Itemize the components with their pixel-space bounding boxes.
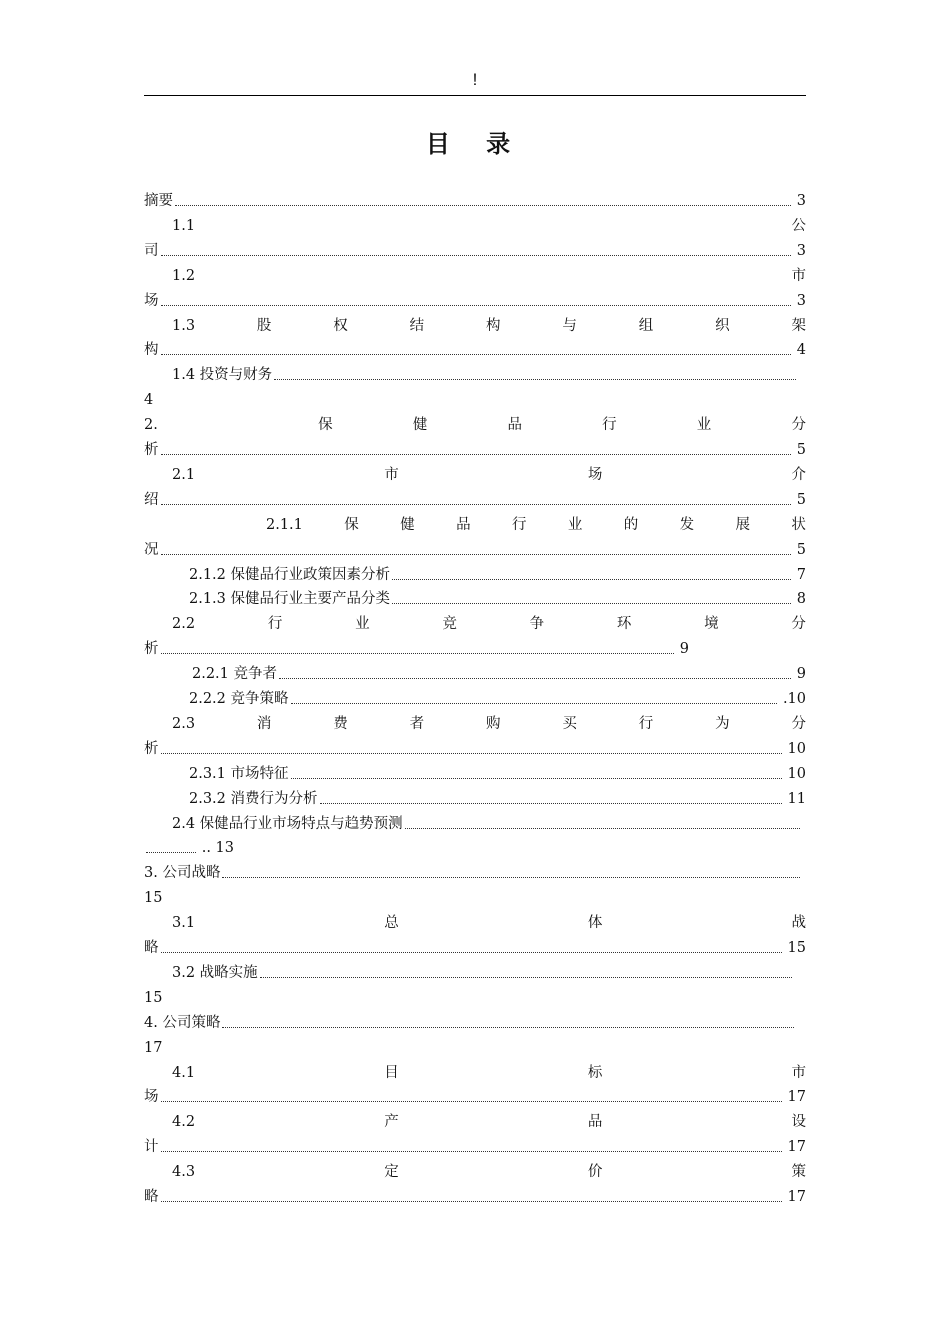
dot-leader (291, 778, 782, 779)
toc-entry-char: 标 (587, 1064, 603, 1081)
dot-leader (260, 977, 792, 978)
toc-entry-char: 总 (384, 915, 399, 932)
toc-entry-2-2-2[interactable] (189, 688, 806, 710)
dot-leader (161, 653, 674, 654)
toc-entry-2-1-line2[interactable] (144, 489, 806, 511)
toc-entry-char: 构 (486, 317, 501, 334)
toc-entry-char: 体 (587, 915, 603, 932)
dot-leader (392, 603, 791, 604)
toc-entry-number: 2.2 (172, 616, 196, 633)
toc-entry-title: 绍 (144, 491, 159, 508)
toc-entry-char: 消 (256, 715, 272, 732)
toc-page-number: 3 (796, 292, 806, 309)
toc-entry-number: 2. (144, 417, 158, 434)
dot-leader (161, 1101, 782, 1102)
toc-page-number: 17 (144, 1039, 163, 1056)
toc-entry-number: 2.1.1 (266, 516, 303, 533)
toc-page-number: 8 (796, 591, 806, 608)
toc-entry-char: 股 (256, 317, 272, 334)
toc-entry-char: 行 (511, 516, 527, 533)
toc-entry-1-1-line2[interactable] (144, 240, 806, 262)
dot-leader (320, 803, 782, 804)
toc-entry-char: 权 (333, 317, 348, 334)
dot-leader (161, 753, 782, 754)
toc-entry-4-line1[interactable] (144, 1012, 800, 1034)
toc-entry-2-1-1-line2[interactable] (144, 539, 806, 561)
toc-entry-char: 架 (791, 317, 806, 334)
toc-entry-3-1-line2[interactable] (144, 937, 806, 959)
toc-entry-title: 略 (144, 1189, 159, 1205)
toc-entry-title: 2.2.2 竞争策略 (189, 691, 289, 707)
toc-entry-char: 策 (791, 1164, 806, 1181)
toc-entry-title: 构 (144, 342, 159, 359)
toc-entry-title: 析 (144, 740, 159, 757)
toc-page-number: 3 (796, 242, 806, 259)
toc-entry-1-2-line2[interactable] (144, 290, 806, 312)
toc-entry-title: 场 (144, 292, 159, 309)
toc-entry-number: 4.3 (172, 1164, 196, 1181)
toc-entry-title: 场 (144, 1089, 159, 1106)
dot-leader (161, 354, 791, 355)
toc-entry-char: 目 (384, 1064, 399, 1081)
toc-page-number: 15 (144, 890, 163, 907)
toc-entry-char: 展 (735, 516, 751, 533)
toc-entry-2-2-line1[interactable] (172, 613, 806, 635)
toc-entry-title: 析 (144, 641, 159, 658)
toc-entry-1-3-line1[interactable] (172, 315, 806, 337)
toc-page-number: 3 (796, 193, 806, 209)
toc-page-number: 17 (787, 1089, 806, 1106)
toc-entry-title: 1.4 投资与财务 (172, 367, 273, 384)
toc-entry-title: 计 (144, 1139, 159, 1156)
toc-page-number: 11 (787, 790, 806, 807)
toc-entry-char: 组 (638, 317, 654, 334)
toc-entry-number: 3.1 (172, 915, 196, 932)
toc-entry-char: 市 (384, 466, 399, 483)
toc-entry-char: 分 (791, 616, 806, 633)
toc-entry-title: 2.1.2 保健品行业政策因素分析 (189, 566, 391, 583)
toc-entry-title: 2.3.2 消费行为分析 (189, 790, 318, 807)
toc-entry-title: 2.3.1 市场特征 (189, 765, 289, 782)
toc-entry-3-2-line1[interactable] (172, 962, 798, 984)
toc-entry-char: 行 (267, 616, 283, 633)
toc-entry-title: 摘要 (144, 193, 173, 209)
toc-entry-char: 定 (384, 1164, 399, 1181)
toc-entry-2-line2[interactable] (144, 439, 806, 461)
toc-entry-char: 市 (791, 267, 806, 284)
toc-page-number: 9 (796, 666, 806, 683)
toc-page-number: 15 (144, 989, 163, 1006)
toc-entry-char: 境 (704, 616, 719, 633)
toc-entry-number: 1.2 (172, 267, 196, 284)
toc-entry-char: 者 (409, 715, 425, 732)
dot-leader (291, 703, 777, 704)
toc-entry-title: 4. 公司策略 (144, 1014, 221, 1031)
toc-entry-title: 2.2.1 竞争者 (192, 666, 278, 683)
toc-page-number: 4 (144, 392, 154, 409)
toc-entry-title: 略 (144, 940, 159, 956)
dot-leader (161, 454, 791, 455)
toc-page-number: .10 (782, 691, 806, 707)
toc-entry-2-4-line1[interactable] (172, 813, 806, 835)
toc-entry-char: 为 (715, 715, 730, 732)
toc-entry-char: 织 (715, 317, 730, 334)
toc-page-number: 5 (796, 442, 806, 458)
dot-leader (161, 1201, 782, 1202)
toc-entry-2-3-1[interactable] (189, 763, 806, 785)
dot-leader (161, 504, 791, 505)
toc-entry-char: 公 (791, 217, 806, 234)
toc-entry-abstract[interactable] (144, 190, 806, 212)
toc-entry-char: 买 (562, 715, 577, 732)
toc-entry-char: 争 (529, 616, 545, 633)
toc-page-number: 17 (787, 1189, 806, 1205)
toc-entry-char: 价 (587, 1164, 603, 1181)
toc-page-number: 9 (679, 641, 689, 658)
toc-page-number: 15 (787, 940, 806, 956)
toc-page-number: 10 (787, 765, 806, 782)
toc-entry-4-3-line2[interactable] (144, 1186, 806, 1208)
toc-page-number: 17 (787, 1139, 806, 1156)
toc-entry-2-4-line2[interactable] (144, 837, 234, 859)
toc-entry-number: 4.1 (172, 1064, 196, 1081)
page-header-mark: ! (472, 70, 478, 89)
toc-entry-char: 业 (355, 616, 370, 633)
toc-entry-number: 1.1 (172, 217, 196, 234)
page-title: 目 录 (425, 130, 525, 158)
toc-entry-4-2-line2[interactable] (144, 1136, 806, 1158)
toc-entry-2-2-1[interactable] (192, 663, 806, 685)
toc-entry-1-4-line1[interactable] (172, 364, 802, 386)
toc-entry-char: 状 (791, 516, 806, 533)
dot-leader (175, 205, 791, 206)
toc-entry-char: 环 (616, 616, 632, 633)
toc-entry-char: 战 (791, 915, 806, 932)
toc-entry-title: 司 (144, 242, 159, 259)
dot-leader (146, 852, 196, 853)
toc-entry-char: 行 (638, 715, 654, 732)
toc-entry-title: 2.4 保健品行业市场特点与趋势预测 (172, 815, 403, 832)
toc-entry-char: 业 (567, 516, 583, 533)
dot-leader (274, 379, 796, 380)
toc-entry-char: 行 (602, 417, 617, 434)
dot-leader (161, 1151, 782, 1152)
toc-entry-char: 分 (791, 417, 806, 434)
toc-entry-char: 业 (696, 417, 712, 434)
toc-page-number: 10 (787, 740, 806, 757)
toc-entry-number: 2.1 (172, 466, 196, 483)
toc-entry-char: 费 (333, 715, 348, 732)
header-rule (144, 95, 806, 96)
toc-entry-char: 市 (791, 1064, 806, 1081)
dot-leader (222, 1027, 794, 1028)
toc-entry-char: 发 (679, 516, 695, 533)
dot-leader (405, 828, 800, 829)
toc-entry-char: 与 (562, 317, 577, 334)
toc-entry-char: 产 (384, 1114, 399, 1131)
toc-entry-4-1-line2[interactable] (144, 1086, 806, 1108)
toc-entry-2-1-3[interactable] (189, 588, 806, 610)
toc-entry-char: 健 (412, 417, 428, 434)
toc-entry-char: 购 (486, 715, 501, 732)
toc-entry-char: 竞 (442, 616, 457, 633)
toc-entry-1-2-line1[interactable] (172, 265, 806, 287)
toc-entry-2-3-2[interactable] (189, 788, 806, 810)
toc-entry-char: 分 (791, 715, 806, 732)
toc-entry-title: 况 (144, 541, 159, 558)
toc-entry-char: 保 (318, 417, 333, 434)
toc-entry-4-1-line1[interactable] (172, 1062, 806, 1084)
dot-leader (161, 554, 791, 555)
toc-entry-2-2-line2[interactable] (144, 638, 689, 660)
toc-entry-3-line2[interactable] (144, 887, 162, 909)
toc-entry-char: 品 (507, 417, 522, 434)
toc-entry-title: 3.2 战略实施 (172, 964, 258, 981)
toc-entry-char: 健 (400, 516, 415, 533)
dot-leader (161, 255, 791, 256)
toc-entry-2-line1[interactable] (144, 414, 806, 436)
toc-page-number: 5 (796, 491, 806, 508)
toc-entry-title: 2.1.3 保健品行业主要产品分类 (189, 591, 391, 608)
toc-entry-title: 3. 公司战略 (144, 865, 221, 882)
toc-entry-2-3-line2[interactable] (144, 738, 806, 760)
toc-entry-3-1-line1[interactable] (172, 912, 806, 934)
toc-entry-title: 析 (144, 442, 159, 458)
toc-entry-char: 结 (409, 317, 425, 334)
toc-entry-3-2-line2[interactable] (144, 987, 162, 1009)
toc-entry-number: 1.3 (172, 317, 196, 334)
toc-page-number: 4 (796, 342, 806, 359)
toc-entry-2-1-1-line1[interactable] (266, 514, 806, 536)
dot-leader (222, 877, 800, 878)
toc-entry-2-1-2[interactable] (189, 564, 806, 586)
toc-page-number: 5 (796, 541, 806, 558)
toc-entry-1-1-line1[interactable] (172, 215, 806, 237)
toc-entry-char: 介 (791, 466, 806, 483)
toc-entry-char: 设 (791, 1114, 806, 1131)
dot-leader (279, 678, 791, 679)
toc-page-number: .. 13 (201, 840, 234, 857)
toc-entry-char: 场 (587, 466, 603, 483)
toc-entry-3-line1[interactable] (144, 862, 806, 884)
toc-entry-number: 2.3 (172, 715, 196, 732)
toc-entry-char: 品 (456, 516, 471, 533)
toc-entry-4-line2[interactable] (144, 1037, 162, 1059)
toc-page-number: 7 (796, 566, 806, 583)
toc-entry-4-3-line1[interactable] (172, 1161, 806, 1183)
toc-entry-char: 的 (623, 516, 639, 533)
toc-entry-2-1-line1[interactable] (172, 464, 806, 486)
toc-entry-2-3-line1[interactable] (172, 713, 806, 735)
toc-entry-char: 品 (587, 1114, 603, 1131)
toc-entry-1-4-line2[interactable] (144, 389, 153, 411)
toc-entry-1-3-line2[interactable] (144, 339, 806, 361)
dot-leader (161, 952, 782, 953)
dot-leader (161, 305, 791, 306)
dot-leader (392, 579, 791, 580)
toc-entry-char: 保 (344, 516, 359, 533)
toc-entry-4-2-line1[interactable] (172, 1111, 806, 1133)
toc-entry-number: 4.2 (172, 1114, 196, 1131)
